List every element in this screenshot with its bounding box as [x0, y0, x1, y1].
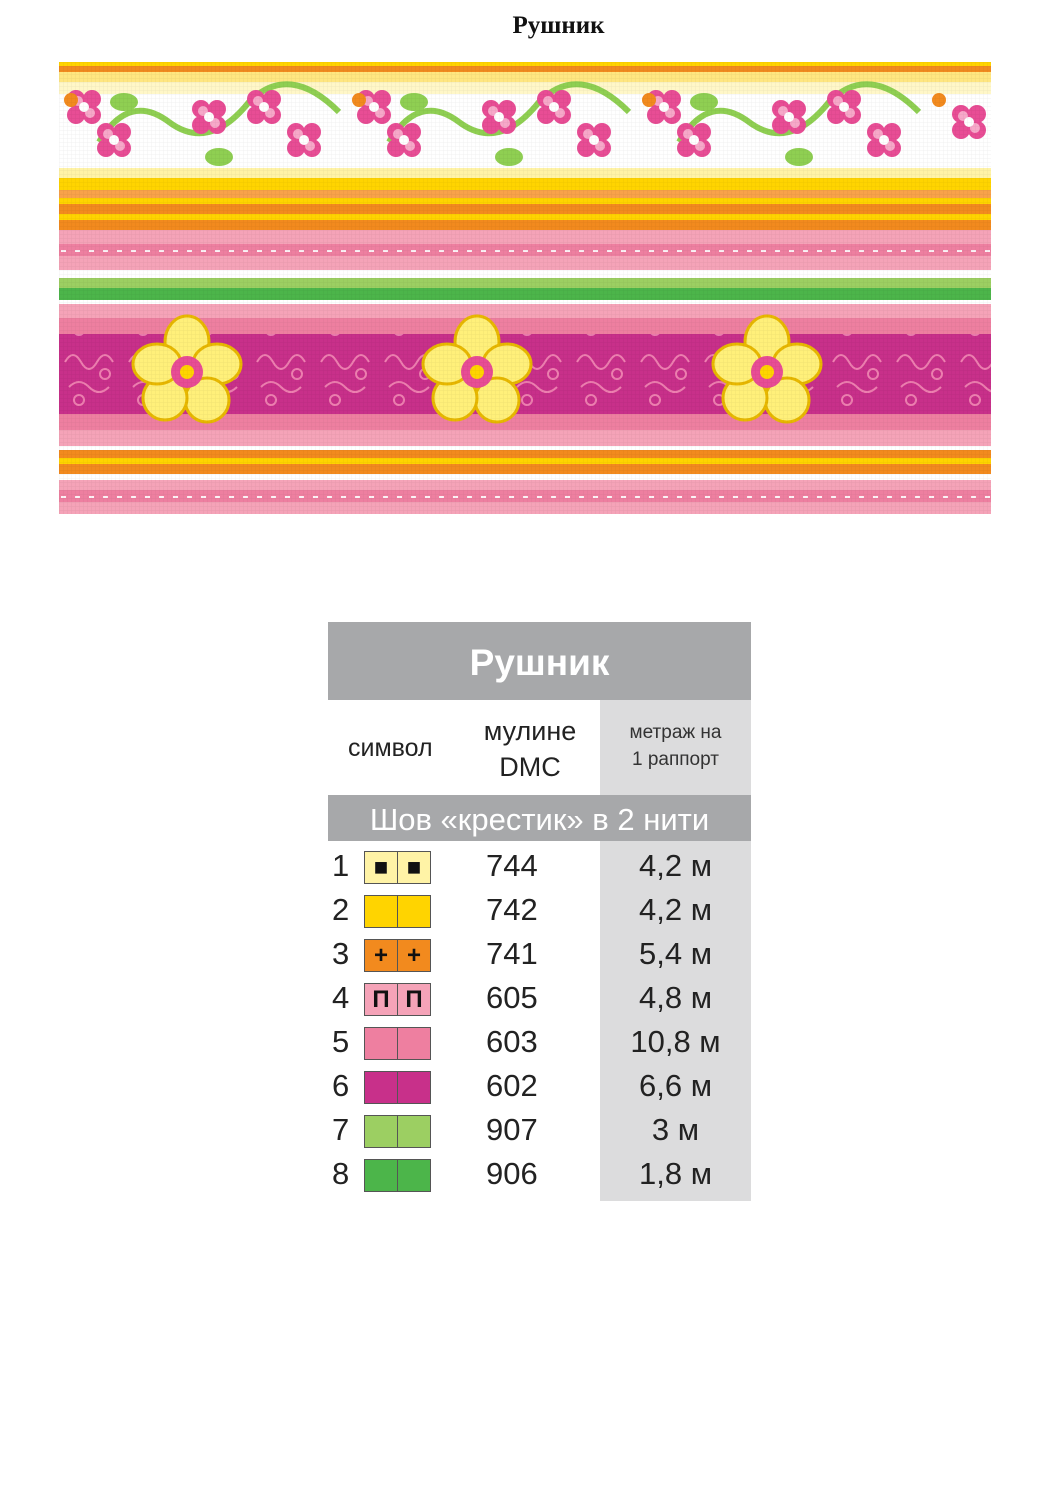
symbol-cell [398, 1116, 430, 1147]
meterage-value: 4,2 м [638, 848, 713, 883]
symbol-cell: ■ [406, 853, 422, 881]
row-number: 4 [332, 980, 350, 1015]
symbol-cell [398, 1072, 430, 1103]
symbol-swatch [364, 983, 431, 1016]
meterage-value: 1,8 м [638, 1156, 713, 1191]
legend-row [328, 1017, 751, 1061]
row-number: 6 [332, 1068, 350, 1103]
meterage-value: 6,6 м [638, 1068, 713, 1103]
dmc-number: 741 [486, 936, 538, 971]
symbol-swatch [364, 851, 431, 884]
legend-row [328, 929, 751, 973]
legend-row [328, 1149, 751, 1193]
header-dmc-line1: мулине [483, 716, 577, 746]
legend-row [328, 1061, 751, 1105]
row-number: 1 [332, 848, 350, 883]
header-meterage-line2: 1 раппорт [632, 749, 719, 770]
header-dmc [470, 713, 590, 785]
row-number: 2 [332, 892, 350, 927]
symbol-cell: П [405, 985, 423, 1013]
meterage-value: 4,2 м [638, 892, 713, 927]
symbol-cell [398, 1160, 430, 1191]
row-number: 3 [332, 936, 350, 971]
header-meterage [600, 700, 751, 795]
page-title: Рушник [512, 12, 605, 39]
dmc-number: 742 [486, 892, 538, 927]
symbol-cell [398, 1028, 430, 1059]
symbol-cell [365, 1116, 398, 1147]
embroidery-pattern-image [59, 62, 991, 514]
legend-row [328, 841, 751, 885]
symbol-cell [365, 896, 398, 927]
row-number: 5 [332, 1024, 350, 1059]
legend-title: Рушник [328, 622, 751, 700]
stitch-type-label: Шов «крестик» в 2 нити [328, 795, 751, 841]
dmc-number: 602 [486, 1068, 538, 1103]
symbol-swatch [364, 1027, 431, 1060]
dmc-number: 907 [486, 1112, 538, 1147]
header-meterage-line1: метраж на [629, 722, 722, 743]
symbol-cell [365, 1160, 398, 1191]
meterage-value: 10,8 м [630, 1024, 721, 1059]
symbol-cell: П [365, 984, 398, 1015]
meterage-value: 5,4 м [638, 936, 713, 971]
symbol-cell: ■ [365, 852, 398, 883]
dmc-number: 744 [486, 848, 538, 883]
symbol-swatch [364, 1159, 431, 1192]
symbol-swatch [364, 895, 431, 928]
symbol-cell: + [365, 940, 398, 971]
row-number: 8 [332, 1156, 350, 1191]
symbol-swatch [364, 939, 431, 972]
meterage-value: 4,8 м [638, 980, 713, 1015]
legend-rows [328, 841, 751, 1201]
header-dmc-line2: DMC [499, 752, 561, 782]
symbol-swatch [364, 1071, 431, 1104]
dmc-number: 605 [486, 980, 538, 1015]
symbol-swatch [364, 1115, 431, 1148]
symbol-cell [398, 896, 430, 927]
legend-row [328, 973, 751, 1017]
row-number: 7 [332, 1112, 350, 1147]
symbol-cell [365, 1028, 398, 1059]
dmc-number: 603 [486, 1024, 538, 1059]
legend-row [328, 885, 751, 929]
dmc-number: 906 [486, 1156, 538, 1191]
legend-column-headers [328, 700, 751, 795]
header-symbol: символ [348, 734, 433, 762]
symbol-cell: + [406, 941, 421, 969]
meterage-value: 3 м [651, 1112, 700, 1147]
legend-row [328, 1105, 751, 1149]
thread-legend-table [328, 622, 751, 1201]
symbol-cell [365, 1072, 398, 1103]
